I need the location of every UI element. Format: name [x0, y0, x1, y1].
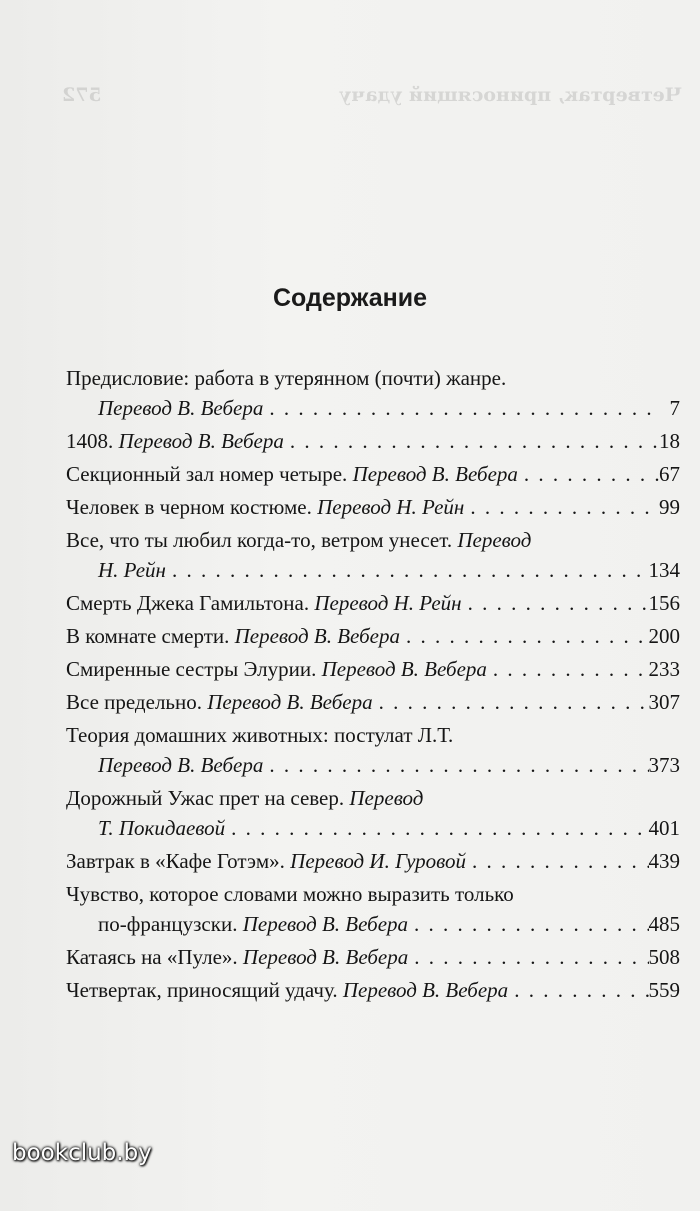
leader-dots [400, 624, 649, 649]
leader-dots [508, 978, 648, 1003]
entry-page: 307 [648, 690, 680, 714]
toc-entry [66, 723, 680, 783]
leader-dots [284, 429, 659, 454]
leader-dots [225, 816, 648, 841]
entry-page: 439 [648, 849, 680, 873]
entry-translator: Перевод В. Вебера [242, 945, 409, 969]
entry-translator: Перевод И. Гуровой [290, 849, 467, 873]
toc-entry [66, 495, 680, 525]
entry-title: Все, что ты любил когда-то, ветром унесет. [66, 528, 453, 552]
entry-title: Человек в черном костюме. [66, 495, 312, 519]
entry-translator: Перевод В. Вебера [118, 429, 284, 453]
toc-entry [66, 978, 680, 1008]
entry-page: 67 [659, 462, 680, 486]
entry-title: Чувство, которое словами можно выразить только [66, 882, 514, 906]
show-through-text [62, 80, 682, 110]
ghost-running-title: Четвертак, приносящий удачу [339, 84, 682, 106]
entry-page: 134 [648, 558, 680, 582]
entry-title: Предисловие: работа в утерянном (почти) жанре. [66, 366, 507, 390]
entry-translator: Перевод [457, 528, 532, 552]
toc-entry [66, 882, 680, 942]
entry-page: 7 [669, 396, 680, 420]
page-title: Содержание [272, 284, 428, 312]
entry-translator-cont: Н. Рейн [98, 558, 166, 582]
entry-translator: Перевод В. Вебера [98, 396, 264, 420]
entry-title: Смерть Джека Гамильтона. [66, 591, 310, 615]
leader-dots [373, 690, 649, 715]
leader-dots [518, 462, 659, 487]
toc-entry [66, 366, 680, 426]
entry-translator: Перевод В. Вебера [342, 978, 509, 1002]
entry-title: Теория домашних животных: постулат Л.Т. [66, 723, 454, 747]
entry-page: 401 [648, 816, 680, 840]
entry-page: 485 [648, 912, 680, 936]
entry-translator: Перевод Н. Рейн [317, 495, 465, 519]
ghost-page-number: 572 [62, 84, 102, 106]
toc-entry [66, 690, 680, 720]
leader-dots [408, 945, 648, 970]
table-of-contents [66, 366, 680, 1008]
leader-dots [166, 558, 649, 583]
leader-dots [487, 657, 649, 682]
leader-dots [263, 396, 660, 421]
entry-title: Катаясь на «Пуле». [66, 945, 238, 969]
entry-translator: Перевод Н. Рейн [314, 591, 462, 615]
entry-title: 1408. [66, 429, 114, 453]
leader-dots [464, 495, 659, 520]
entry-translator: Перевод В. Вебера [352, 462, 518, 486]
entry-title: Секционный зал номер четыре. [66, 462, 348, 486]
entry-page: 156 [648, 591, 680, 615]
leader-dots [408, 912, 648, 937]
entry-title: Завтрак в «Кафе Готэм». [66, 849, 285, 873]
leader-dots [263, 753, 648, 778]
toc-entry [66, 624, 680, 654]
toc-entry [66, 591, 680, 621]
entry-page: 233 [648, 657, 680, 681]
toc-entry [66, 786, 680, 846]
toc-entry [66, 849, 680, 879]
entry-page: 200 [648, 624, 680, 648]
entry-page: 18 [659, 429, 680, 453]
entry-page: 508 [648, 945, 680, 969]
toc-entry [66, 429, 680, 459]
entry-translator: Перевод В. Вебера [98, 753, 264, 777]
toc-entry [66, 528, 680, 588]
watermark-text: bookclub.by [12, 1140, 152, 1166]
toc-entry [66, 945, 680, 975]
entry-translator-cont: Т. Покидаевой [98, 816, 226, 840]
entry-title: В комнате смерти. [66, 624, 230, 648]
entry-title: Четвертак, приносящий удачу. [66, 978, 338, 1002]
leader-dots [466, 849, 648, 874]
entry-translator: Перевод В. Вебера [207, 690, 373, 714]
entry-title: Смиренные сестры Элурии. [66, 657, 317, 681]
entry-title-cont: по-французски. [98, 912, 238, 936]
entry-translator: Перевод В. Вебера [242, 912, 409, 936]
entry-page: 99 [659, 495, 680, 519]
entry-title: Дорожный Ужас прет на север. [66, 786, 345, 810]
entry-translator: Перевод В. Вебера [321, 657, 487, 681]
toc-entry [66, 462, 680, 492]
entry-title: Все предельно. [66, 690, 202, 714]
leader-dots [462, 591, 649, 616]
entry-translator: Перевод [349, 786, 424, 810]
toc-entry [66, 657, 680, 687]
entry-page: 373 [648, 753, 680, 777]
entry-translator: Перевод В. Вебера [234, 624, 400, 648]
entry-page: 559 [648, 978, 680, 1002]
